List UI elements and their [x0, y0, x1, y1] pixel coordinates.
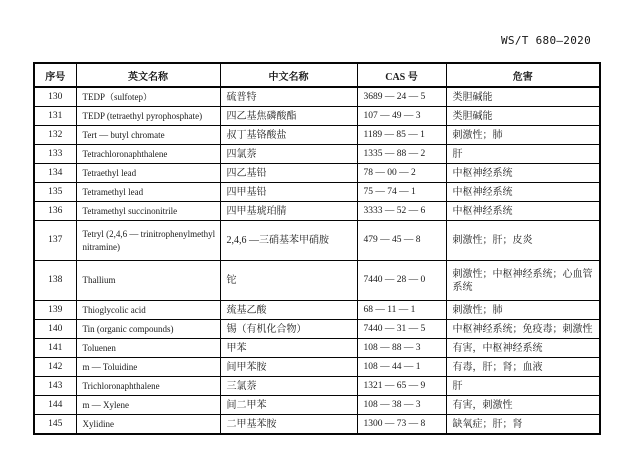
- cell-no: 145: [34, 415, 76, 435]
- cell-no: 136: [34, 202, 76, 221]
- cell-en: Tert — butyl chromate: [76, 126, 220, 145]
- cell-zh: 三氯萘: [220, 377, 357, 396]
- column-header-no: 序号: [34, 63, 76, 87]
- cell-zh: 铊: [220, 261, 357, 301]
- cell-no: 139: [34, 301, 76, 320]
- table-row: [34, 145, 600, 164]
- cell-zh: 四氯萘: [220, 145, 357, 164]
- cell-zh: 叔丁基铬酸盐: [220, 126, 357, 145]
- cell-cas: 3689 — 24 — 5: [357, 87, 446, 107]
- cell-hazard: 中枢神经系统: [446, 183, 600, 202]
- cell-hazard: 有毒，肝；肾；血液: [446, 358, 600, 377]
- cell-zh: 四甲基铅: [220, 183, 357, 202]
- cell-hazard: 肝: [446, 145, 600, 164]
- cell-en: m — Xylene: [76, 396, 220, 415]
- cell-zh: 甲苯: [220, 339, 357, 358]
- cell-hazard: 缺氧症；肝；肾: [446, 415, 600, 435]
- cell-hazard: 有害，中枢神经系统: [446, 339, 600, 358]
- cell-hazard: 中枢神经系统: [446, 202, 600, 221]
- cell-zh: 间二甲苯: [220, 396, 357, 415]
- table-row: [34, 126, 600, 145]
- cell-en: Tin (organic compounds): [76, 320, 220, 339]
- table-row: [34, 377, 600, 396]
- cell-hazard: 有害，刺激性: [446, 396, 600, 415]
- cell-hazard: 类胆碱能: [446, 107, 600, 126]
- cell-cas: 7440 — 31 — 5: [357, 320, 446, 339]
- cell-no: 134: [34, 164, 76, 183]
- table-body: [34, 87, 600, 434]
- cell-en: Trichloronaphthalene: [76, 377, 220, 396]
- cell-en: TEDP (tetraethyl pyrophosphate): [76, 107, 220, 126]
- table-row: [34, 87, 600, 107]
- cell-cas: 7440 — 28 — 0: [357, 261, 446, 301]
- cell-no: 142: [34, 358, 76, 377]
- cell-cas: 108 — 38 — 3: [357, 396, 446, 415]
- table-row: [34, 221, 600, 261]
- cell-zh: 硫普特: [220, 87, 357, 107]
- cell-no: 132: [34, 126, 76, 145]
- table-row: [34, 164, 600, 183]
- standard-code: WS/T 680—2020: [501, 34, 591, 47]
- table-row: [34, 261, 600, 301]
- cell-en: Tetramethyl lead: [76, 183, 220, 202]
- cell-no: 144: [34, 396, 76, 415]
- cell-cas: 3333 — 52 — 6: [357, 202, 446, 221]
- cell-no: 135: [34, 183, 76, 202]
- cell-cas: 78 — 00 — 2: [357, 164, 446, 183]
- table-row: [34, 202, 600, 221]
- table-row: [34, 415, 600, 435]
- cell-en: Thioglycolic acid: [76, 301, 220, 320]
- cell-zh: 二甲基苯胺: [220, 415, 357, 435]
- table-row: [34, 183, 600, 202]
- table-row: [34, 107, 600, 126]
- cell-cas: 108 — 88 — 3: [357, 339, 446, 358]
- cell-cas: 1321 — 65 — 9: [357, 377, 446, 396]
- cell-zh: 间甲苯胺: [220, 358, 357, 377]
- cell-en: Tetramethyl succinonitrile: [76, 202, 220, 221]
- table-row: [34, 320, 600, 339]
- cell-en: Tetryl (2,4,6 — trinitrophenylmethyl nitramine): [76, 221, 220, 261]
- table-row: [34, 339, 600, 358]
- cell-zh: 四甲基琥珀腈: [220, 202, 357, 221]
- cell-cas: 1300 — 73 — 8: [357, 415, 446, 435]
- cell-no: 138: [34, 261, 76, 301]
- column-header-cas: CAS 号: [357, 63, 446, 87]
- cell-hazard: 肝: [446, 377, 600, 396]
- cell-cas: 1189 — 85 — 1: [357, 126, 446, 145]
- table-row: [34, 396, 600, 415]
- cell-en: m — Toluidine: [76, 358, 220, 377]
- cell-en: Tetrachloronaphthalene: [76, 145, 220, 164]
- cell-hazard: 中枢神经系统: [446, 164, 600, 183]
- cell-cas: 68 — 11 — 1: [357, 301, 446, 320]
- cell-en: TEDP（sulfotep）: [76, 87, 220, 107]
- cell-en: Tetraethyl lead: [76, 164, 220, 183]
- table-row: [34, 301, 600, 320]
- cell-cas: 479 — 45 — 8: [357, 221, 446, 261]
- cell-hazard: 刺激性；肺: [446, 126, 600, 145]
- cell-hazard: 刺激性；肺: [446, 301, 600, 320]
- cell-en: Thallium: [76, 261, 220, 301]
- cell-no: 141: [34, 339, 76, 358]
- cell-hazard: 中枢神经系统；免疫毒；刺激性: [446, 320, 600, 339]
- column-header-zh: 中文名称: [220, 63, 357, 87]
- cell-zh: 四乙基铅: [220, 164, 357, 183]
- hazard-substances-table: [33, 62, 601, 435]
- cell-cas: 107 — 49 — 3: [357, 107, 446, 126]
- cell-cas: 75 — 74 — 1: [357, 183, 446, 202]
- cell-no: 140: [34, 320, 76, 339]
- cell-zh: 四乙基焦磷酸酯: [220, 107, 357, 126]
- cell-no: 130: [34, 87, 76, 107]
- cell-zh: 锡（有机化合物）: [220, 320, 357, 339]
- cell-cas: 108 — 44 — 1: [357, 358, 446, 377]
- cell-zh: 2,4,6 —三硝基苯甲硝胺: [220, 221, 357, 261]
- cell-no: 137: [34, 221, 76, 261]
- column-header-en: 英文名称: [76, 63, 220, 87]
- cell-no: 143: [34, 377, 76, 396]
- cell-hazard: 刺激性；肝；皮炎: [446, 221, 600, 261]
- cell-cas: 1335 — 88 — 2: [357, 145, 446, 164]
- column-header-hazard: 危害: [446, 63, 600, 87]
- table-header-row: [34, 63, 600, 87]
- cell-hazard: 刺激性；中枢神经系统；心血管系统: [446, 261, 600, 301]
- cell-zh: 巯基乙酸: [220, 301, 357, 320]
- cell-en: Toluenen: [76, 339, 220, 358]
- cell-hazard: 类胆碱能: [446, 87, 600, 107]
- cell-no: 131: [34, 107, 76, 126]
- table-row: [34, 358, 600, 377]
- cell-no: 133: [34, 145, 76, 164]
- cell-en: Xylidine: [76, 415, 220, 435]
